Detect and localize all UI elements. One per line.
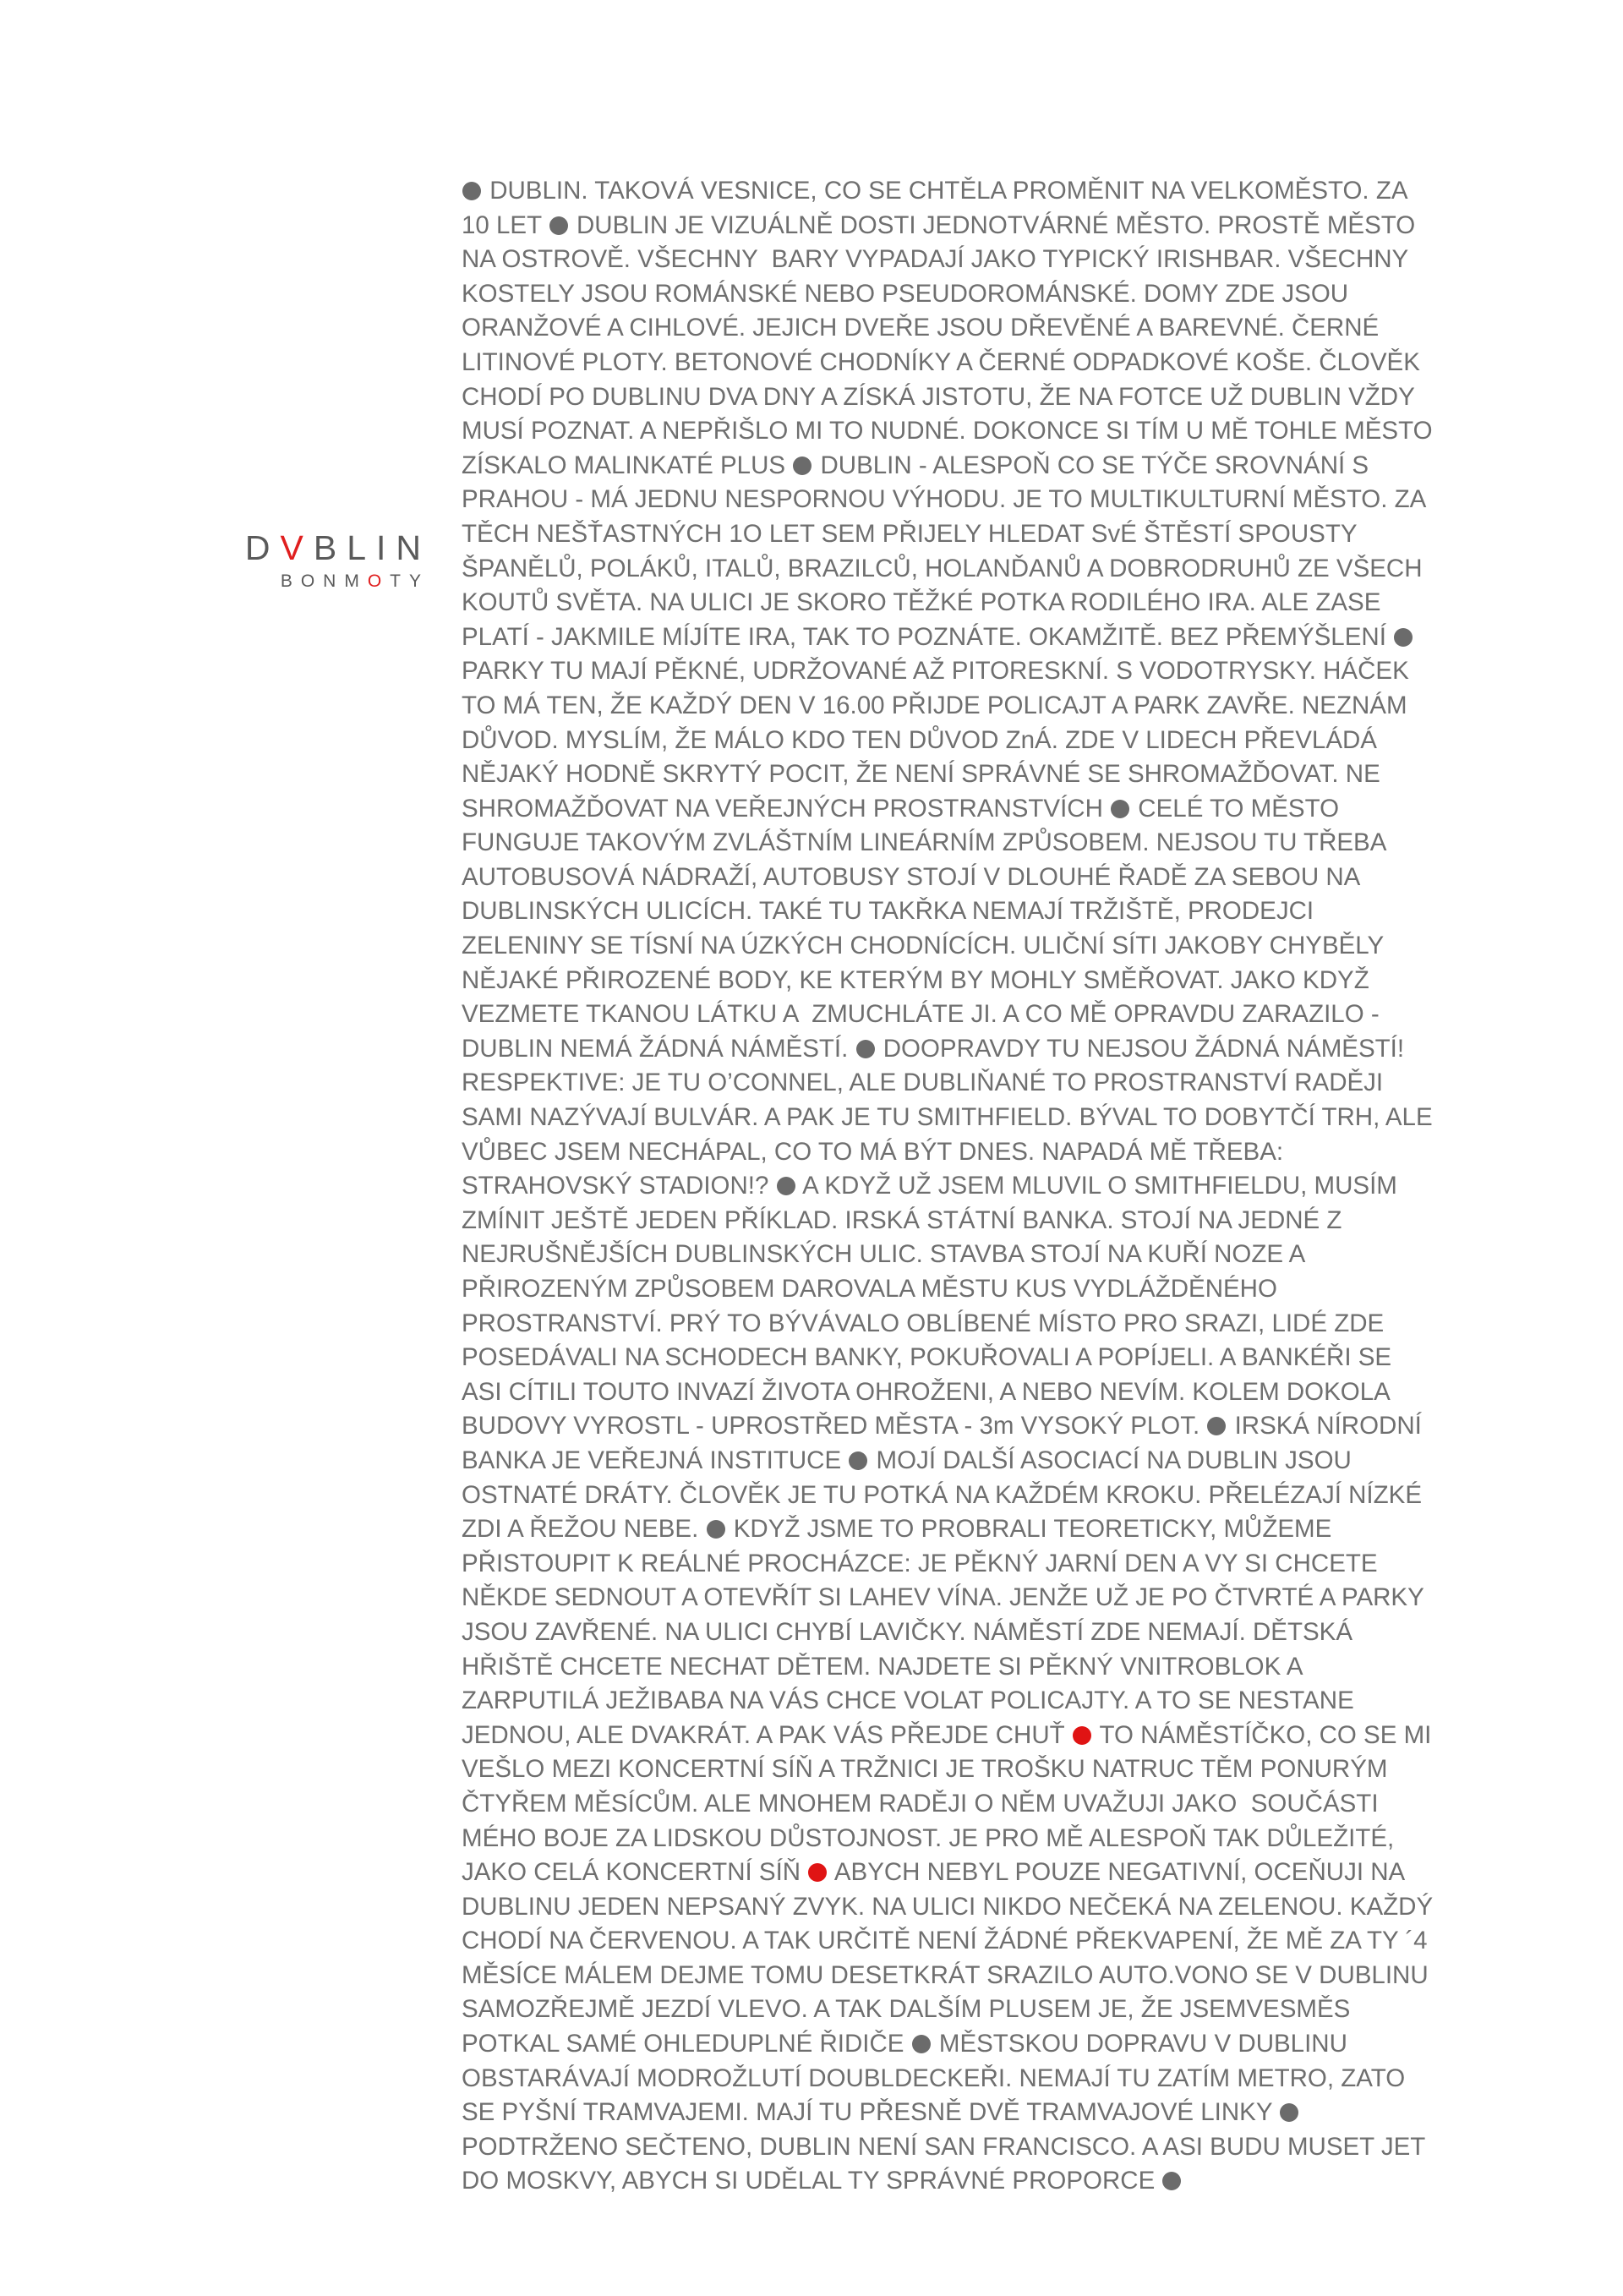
logo-title <box>210 528 431 567</box>
text-run: VŮBEC JSEM NECHÁPAL, CO TO MÁ BÝT DNES. NAPADÁ MĚ TŘEBA: <box>462 1137 1284 1166</box>
text-run: BANKA JE VEŘEJNÁ INSTITUCE <box>462 1446 849 1474</box>
bullet-icon <box>849 1451 867 1470</box>
text-run: POTKAL SAMÉ OHLEDUPLNÉ ŘIDIČE <box>462 2030 911 2058</box>
text-line <box>462 1375 1484 1410</box>
logo-title-end: BLIN <box>313 528 431 567</box>
text-line <box>462 1959 1484 1993</box>
text-line <box>462 894 1484 929</box>
text-line <box>462 1272 1484 1307</box>
text-run: SHROMAŽĎOVAT NA VEŘEJNÝCH PROSTRANSTVÍCH <box>462 794 1111 823</box>
text-run: OSTNATÉ DRÁTY. ČLOVĚK JE TU POTKÁ NA KAŽDÉM KROKU. PŘELÉZAJÍ NÍZKÉ <box>462 1480 1422 1509</box>
text-line <box>462 586 1484 620</box>
text-run: MUSÍ POZNAT. A NEPŘIŠLO MI TO NUDNÉ. DOKONCE SI TÍM U MĚ TOHLE MĚSTO <box>462 417 1433 446</box>
text-line <box>462 277 1484 312</box>
text-run: TO NÁMĚSTÍČKO, CO SE MI <box>1092 1720 1432 1749</box>
text-run: MÉHO BOJE ZA LIDSKOU DŮSTOJNOST. JE PRO MĚ ALESPOŇ TAK DŮLEŽITÉ, <box>462 1823 1395 1852</box>
text-run: SE PYŠNÍ TRAMVAJEMI. MAJÍ TU PŘESNĚ DVĚ TRAMVAJOVÉ LINKY <box>462 2098 1280 2127</box>
text-run: DUBLIN JE VIZUÁLNĚ DOSTI JEDNOTVÁRNÉ MĚSTO. PROSTĚ MĚSTO <box>569 210 1416 239</box>
bullet-icon <box>777 1177 795 1195</box>
text-line <box>462 1787 1484 1822</box>
red-bullet-icon <box>808 1863 827 1882</box>
text-line <box>462 311 1484 346</box>
text-run: TĚCH NEŠŤASTNÝCH 1O LET SEM PŘIJELY HLEDAT SvÉ ŠTĚSTÍ SPOUSTY <box>462 519 1358 548</box>
logo-subtitle-start: BONM <box>280 571 368 591</box>
logo-subtitle <box>210 572 429 590</box>
bullet-icon <box>1162 2172 1181 2190</box>
text-line <box>462 1684 1484 1719</box>
text-line <box>462 1856 1484 1890</box>
bullet-icon <box>1280 2103 1298 2122</box>
text-run: DOOPRAVDY TU NEJSOU ŽÁDNÁ NÁMĚSTÍ! <box>876 1034 1405 1063</box>
text-line <box>462 1993 1484 2027</box>
text-line <box>462 724 1484 758</box>
text-run: POSEDÁVALI NA SCHODECH BANKY, POKUŘOVALI A POPÍJELI. A BANKÉŘI SE <box>462 1343 1392 1372</box>
text-run: A KDYŽ UŽ JSEM MLUVIL O SMITHFIELDU, MUSÍM <box>796 1172 1397 1200</box>
text-run: MĚSTSKOU DOPRAVU V DUBLINU <box>932 2030 1347 2058</box>
text-line <box>462 174 1484 209</box>
text-line <box>462 1135 1484 1170</box>
text-run: SAMI NAZÝVAJÍ BULVÁR. A PAK JE TU SMITHFIELD. BÝVAL TO DOBYTČÍ TRH, ALE <box>462 1103 1433 1132</box>
text-line <box>462 1169 1484 1204</box>
bullet-icon <box>793 456 812 475</box>
text-line <box>462 1066 1484 1101</box>
text-run: JSOU ZAVŘENÉ. NA ULICI CHYBÍ LAVIČKY. NÁMĚSTÍ ZDE NEMAJÍ. DĚTSKÁ <box>462 1617 1353 1646</box>
text-run: ČTYŘEM MĚSÍCŮM. ALE MNOHEM RADĚJI O NĚM UVAŽUJI JAKO SOUČÁSTI <box>462 1789 1379 1818</box>
text-run: HŘIŠTĚ CHCETE NECHAT DĚTEM. NAJDETE SI PĚKNÝ VNITROBLOK A <box>462 1652 1303 1681</box>
text-line <box>462 1341 1484 1375</box>
text-run: PROSTRANSTVÍ. PRÝ TO BÝVÁVALO OBLÍBENÉ MÍSTO PRO SRAZI, LIDÉ ZDE <box>462 1309 1385 1337</box>
text-run: AUTOBUSOVÁ NÁDRAŽÍ, AUTOBUSY STOJÍ V DLOUHÉ ŘADĚ ZA SEBOU NA <box>462 862 1361 891</box>
text-line <box>462 552 1484 587</box>
text-run: 10 LET <box>462 210 549 239</box>
text-line <box>462 1822 1484 1856</box>
text-line <box>462 998 1484 1032</box>
text-line <box>462 1101 1484 1135</box>
text-line <box>462 689 1484 724</box>
text-line <box>462 1307 1484 1342</box>
text-line <box>462 449 1484 484</box>
text-run: DUBLINSKÝCH ULICÍCH. TAKÉ TU TAKŘKA NEMAJÍ TRŽIŠTĚ, PRODEJCI <box>462 897 1314 926</box>
text-run: PLATÍ - JAKMILE MÍJÍTE IRA, TAK TO POZNÁTE. OKAMŽITĚ. BEZ PŘEMÝŠLENÍ <box>462 622 1394 651</box>
text-line <box>462 517 1484 552</box>
text-run: TO MÁ TEN, ŽE KAŽDÝ DEN V 16.00 PŘIJDE POLICAJT A PARK ZAVŘE. NEZNÁM <box>462 691 1407 719</box>
text-run: RESPEKTIVE: JE TU O’CONNEL, ALE DUBLIŇANÉ TO PROSTRANSTVÍ RADĚJI <box>462 1069 1384 1097</box>
text-line <box>462 1204 1484 1238</box>
text-line <box>462 620 1484 655</box>
text-run: DŮVOD. MYSLÍM, ŽE MÁLO KDO TEN DŮVOD ZnÁ. ZDE V LIDECH PŘEVLÁDÁ <box>462 725 1377 754</box>
text-line <box>462 757 1484 792</box>
red-bullet-icon <box>1073 1726 1091 1745</box>
text-line <box>462 1238 1484 1272</box>
text-run: KOSTELY JSOU ROMÁNSKÉ NEBO PSEUDOROMÁNSKÉ. DOMY ZDE JSOU <box>462 279 1349 308</box>
text-run: ABYCH NEBYL POUZE NEGATIVNÍ, OCEŇUJI NA <box>828 1858 1406 1887</box>
text-run: PŘIROZENÝM ZPŮSOBEM DAROVALA MĚSTU KUS VYDLÁŽDĚNÉHO <box>462 1275 1277 1303</box>
text-line <box>462 1890 1484 1925</box>
text-line <box>462 1752 1484 1787</box>
bullet-icon <box>856 1040 875 1058</box>
text-run: VEZMETE TKANOU LÁTKU A ZMUCHLÁTE JI. A CO MĚ OPRAVDU ZARAZILO - <box>462 1000 1380 1029</box>
text-line <box>462 2096 1484 2130</box>
text-run: DUBLIN NEMÁ ŽÁDNÁ NÁMĚSTÍ. <box>462 1034 855 1063</box>
text-run: JEDNOU, ALE DVAKRÁT. A PAK VÁS PŘEJDE CHUŤ <box>462 1720 1072 1749</box>
text-line <box>462 1719 1484 1753</box>
text-run: PŘISTOUPIT K REÁLNÉ PROCHÁZCE: JE PĚKNÝ JARNÍ DEN A VY SI CHCETE <box>462 1549 1378 1577</box>
text-run: PRAHOU - MÁ JEDNU NESPORNOU VÝHODU. JE TO MULTIKULTURNÍ MĚSTO. ZA <box>462 485 1427 514</box>
text-line <box>462 414 1484 449</box>
text-line <box>462 2062 1484 2096</box>
text-run: DUBLIN - ALESPOŇ CO SE TÝČE SROVNÁNÍ S <box>813 451 1369 479</box>
text-run: IRSKÁ NÍRODNÍ <box>1227 1412 1422 1440</box>
article-body <box>462 174 1484 2199</box>
text-run: CHODÍ NA ČERVENOU. A TAK URČITĚ NENÍ ŽÁDNÉ PŘEKVAPENÍ, ŽE MĚ ZA TY ´4 <box>462 1927 1428 1955</box>
text-line <box>462 1512 1484 1547</box>
text-run: ZELENINY SE TÍSNÍ NA ÚZKÝCH CHODNÍCÍCH. ULIČNÍ SÍTI JAKOBY CHYBĚLY <box>462 932 1385 960</box>
text-line <box>462 1479 1484 1513</box>
text-run: ORANŽOVÉ A CIHLOVÉ. JEJICH DVEŘE JSOU DŘEVĚNÉ A BAREVNÉ. ČERNÉ <box>462 314 1380 342</box>
text-line <box>462 346 1484 380</box>
text-line <box>462 929 1484 964</box>
text-line <box>462 1650 1484 1685</box>
text-run: FUNGUJE TAKOVÝM ZVLÁŠTNÍM LINEÁRNÍM ZPŮSOBEM. NEJSOU TU TŘEBA <box>462 828 1387 857</box>
text-run: CHODÍ PO DUBLINU DVA DNY A ZÍSKÁ JISTOTU, ŽE NA FOTCE UŽ DUBLIN VŽDY <box>462 382 1415 411</box>
text-run: NA OSTROVĚ. VŠECHNY BARY VYPADAJÍ JAKO TYPICKÝ IRISHBAR. VŠECHNY <box>462 245 1409 274</box>
logo-subtitle-accent: O <box>367 571 391 591</box>
text-run: MĚSÍCE MÁLEM DEJME TOMU DESETKRÁT SRAZILO AUTO.VONO SE V DUBLINU <box>462 1960 1429 1989</box>
text-run: ZÍSKALO MALINKATÉ PLUS <box>462 451 793 479</box>
text-run: BUDOVY VYROSTL - UPROSTŘED MĚSTA - 3m VYSOKÝ PLOT. <box>462 1412 1207 1440</box>
text-line <box>462 2130 1484 2165</box>
text-line <box>462 1615 1484 1650</box>
text-run: PODTRŽENO SEČTENO, DUBLIN NENÍ SAN FRANCISCO. A ASI BUDU MUSET JET <box>462 2132 1426 2161</box>
text-line <box>462 209 1484 243</box>
bullet-icon <box>1111 800 1129 818</box>
bullet-icon <box>1207 1417 1226 1435</box>
text-run: NĚJAKÝ HODNĚ SKRYTÝ POCIT, ŽE NENÍ SPRÁVNÉ SE SHROMAŽĎOVAT. NE <box>462 760 1380 789</box>
text-run: JAKO CELÁ KONCERTNÍ SÍŇ <box>462 1858 808 1887</box>
text-run: ZDI A ŘEŽOU NEBE. <box>462 1515 706 1544</box>
text-run: PARKY TU MAJÍ PĚKNÉ, UDRŽOVANÉ AŽ PITORESKNÍ. S VODOTRYSKY. HÁČEK <box>462 657 1409 686</box>
text-run: NĚKDE SEDNOUT A OTEVŘÍT SI LAHEV VÍNA. JENŽE UŽ JE PO ČTVRTÉ A PARKY <box>462 1583 1424 1612</box>
bullet-icon <box>912 2035 931 2053</box>
text-line <box>462 1444 1484 1479</box>
logo-title-accent: V <box>280 528 314 567</box>
text-line <box>462 380 1484 415</box>
text-line <box>462 1409 1484 1444</box>
logo <box>210 528 431 591</box>
text-run: DUBLINU JEDEN NEPSANÝ ZVYK. NA ULICI NIKDO NEČEKÁ NA ZELENOU. KAŽDÝ <box>462 1892 1434 1921</box>
text-run: SAMOZŘEJMĚ JEZDÍ VLEVO. A TAK DALŠÍM PLUSEM JE, ŽE JSEMVESMĚS <box>462 1995 1351 2024</box>
text-line <box>462 861 1484 895</box>
text-run: ZARPUTILÁ JEŽIBABA NA VÁS CHCE VOLAT POLICAJTY. A TO SE NESTANE <box>462 1686 1354 1715</box>
text-line <box>462 1924 1484 1959</box>
text-run: NĚJAKÉ PŘIROZENÉ BODY, KE KTERÝM BY MOHLY SMĚŘOVAT. JAKO KDYŽ <box>462 965 1369 994</box>
text-run: OBSTARÁVAJÍ MODROŽLUTÍ DOUBLDECKEŘI. NEMAJÍ TU ZATÍM METRO, ZATO <box>462 2064 1406 2092</box>
text-line <box>462 1581 1484 1615</box>
text-line <box>462 1547 1484 1582</box>
bullet-icon <box>707 1520 725 1539</box>
bullet-icon <box>1394 628 1413 647</box>
text-line <box>462 1032 1484 1067</box>
text-run: KOUTŮ SVĚTA. NA ULICI JE SKORO TĚŽKÉ POTKA RODILÉHO IRA. ALE ZASE <box>462 588 1381 617</box>
text-run: STRAHOVSKÝ STADION!? <box>462 1172 776 1200</box>
text-line <box>462 792 1484 827</box>
text-line <box>462 2027 1484 2062</box>
text-line <box>462 483 1484 517</box>
bullet-icon <box>462 182 481 200</box>
logo-title-start: D <box>244 528 281 567</box>
text-run: ZMÍNIT JEŠTĚ JEDEN PŘÍKLAD. IRSKÁ STÁTNÍ BANKA. STOJÍ NA JEDNÉ Z <box>462 1205 1342 1234</box>
text-line <box>462 243 1484 277</box>
text-run: LITINOVÉ PLOTY. BETONOVÉ CHODNÍKY A ČERNÉ ODPADKOVÉ KOŠE. ČLOVĚK <box>462 347 1420 376</box>
text-line <box>462 2164 1484 2199</box>
bullet-icon <box>549 216 568 235</box>
text-run: MOJÍ DALŠÍ ASOCIACÍ NA DUBLIN JSOU <box>869 1446 1352 1474</box>
text-line <box>462 826 1484 861</box>
text-run: NEJRUŠNĚJŠÍCH DUBLINSKÝCH ULIC. STAVBA STOJÍ NA KUŘÍ NOZE A <box>462 1240 1306 1269</box>
text-run: ASI CÍTILI TOUTO INVAZÍ ŽIVOTA OHROŽENI, A NEBO NEVÍM. KOLEM DOKOLA <box>462 1377 1391 1406</box>
text-run: ŠPANĚLŮ, POLÁKŮ, ITALŮ, BRAZILCŮ, HOLANĎANŮ A DOBRODRUHŮ ZE VŠECH <box>462 554 1423 582</box>
text-run: CELÉ TO MĚSTO <box>1131 794 1340 823</box>
logo-subtitle-end: TY <box>390 571 429 591</box>
text-line <box>462 964 1484 998</box>
text-run: VEŠLO MEZI KONCERTNÍ SÍŇ A TRŽNICI JE TROŠKU NATRUC TĚM PONURÝM <box>462 1755 1388 1784</box>
text-run: KDYŽ JSME TO PROBRALI TEORETICKY, MŮŽEME <box>726 1515 1332 1544</box>
text-line <box>462 654 1484 689</box>
text-run: DO MOSKVY, ABYCH SI UDĚLAL TY SPRÁVNÉ PROPORCE <box>462 2167 1162 2195</box>
text-run: DUBLIN. TAKOVÁ VESNICE, CO SE CHTĚLA PROMĚNIT NA VELKOMĚSTO. ZA <box>483 177 1408 205</box>
